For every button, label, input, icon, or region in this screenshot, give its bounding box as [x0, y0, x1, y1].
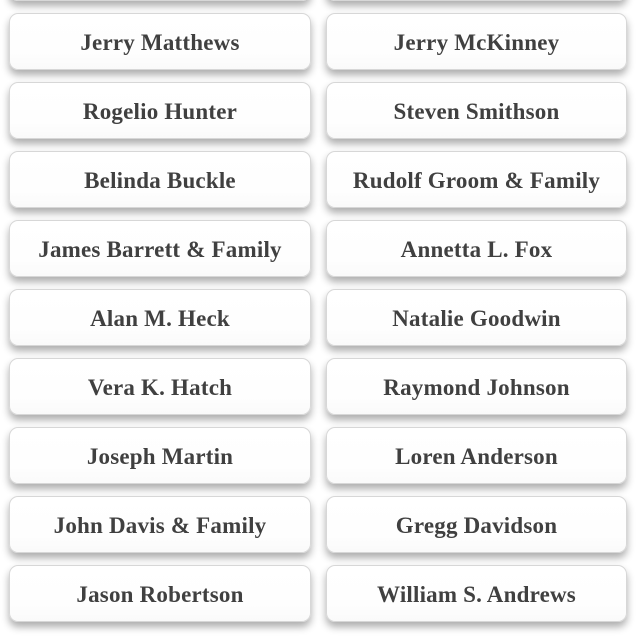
- label-grid: [9, 0, 627, 622]
- name-label: [9, 427, 311, 484]
- name-label-text: Rudolf Groom & Family: [352, 168, 601, 193]
- name-label-text: Natalie Goodwin: [392, 306, 561, 331]
- name-label-text: Jerry McKinney: [393, 30, 560, 55]
- name-label: [326, 496, 627, 553]
- name-label: [326, 427, 627, 484]
- name-label: [9, 82, 311, 139]
- name-label: [326, 82, 627, 139]
- name-label-text: Jason Robertson: [76, 582, 244, 607]
- name-label-text: William S. Andrews: [377, 582, 576, 607]
- name-label: [9, 151, 311, 208]
- name-label: [326, 220, 627, 277]
- name-label: [326, 358, 627, 415]
- name-label-text: Steven Smithson: [393, 99, 560, 124]
- name-label-text: Jerry Matthews: [80, 30, 240, 55]
- name-label-text: Rogelio Hunter: [82, 99, 238, 124]
- name-label-text: Raymond Johnson: [383, 375, 570, 400]
- name-label: [9, 565, 311, 622]
- name-label: [326, 565, 627, 622]
- cropped-label-partial: [9, 0, 311, 1]
- name-label: [326, 13, 627, 70]
- name-label: [9, 358, 311, 415]
- name-label-text: Gregg Davidson: [395, 513, 558, 538]
- cropped-label-partial: [326, 0, 627, 1]
- name-label: [9, 496, 311, 553]
- name-label: [326, 151, 627, 208]
- name-label-text: Joseph Martin: [86, 444, 234, 469]
- name-label-text: Loren Anderson: [395, 444, 558, 469]
- name-label-text: Belinda Buckle: [84, 168, 236, 193]
- name-label: [9, 289, 311, 346]
- name-label-text: James Barrett & Family: [38, 237, 282, 262]
- name-label-text: Alan M. Heck: [90, 306, 230, 331]
- name-label: [9, 13, 311, 70]
- name-label: [326, 289, 627, 346]
- name-label: [9, 220, 311, 277]
- name-label-text: Vera K. Hatch: [87, 375, 233, 400]
- name-label-text: Annetta L. Fox: [400, 237, 553, 262]
- name-label-text: John Davis & Family: [53, 513, 267, 538]
